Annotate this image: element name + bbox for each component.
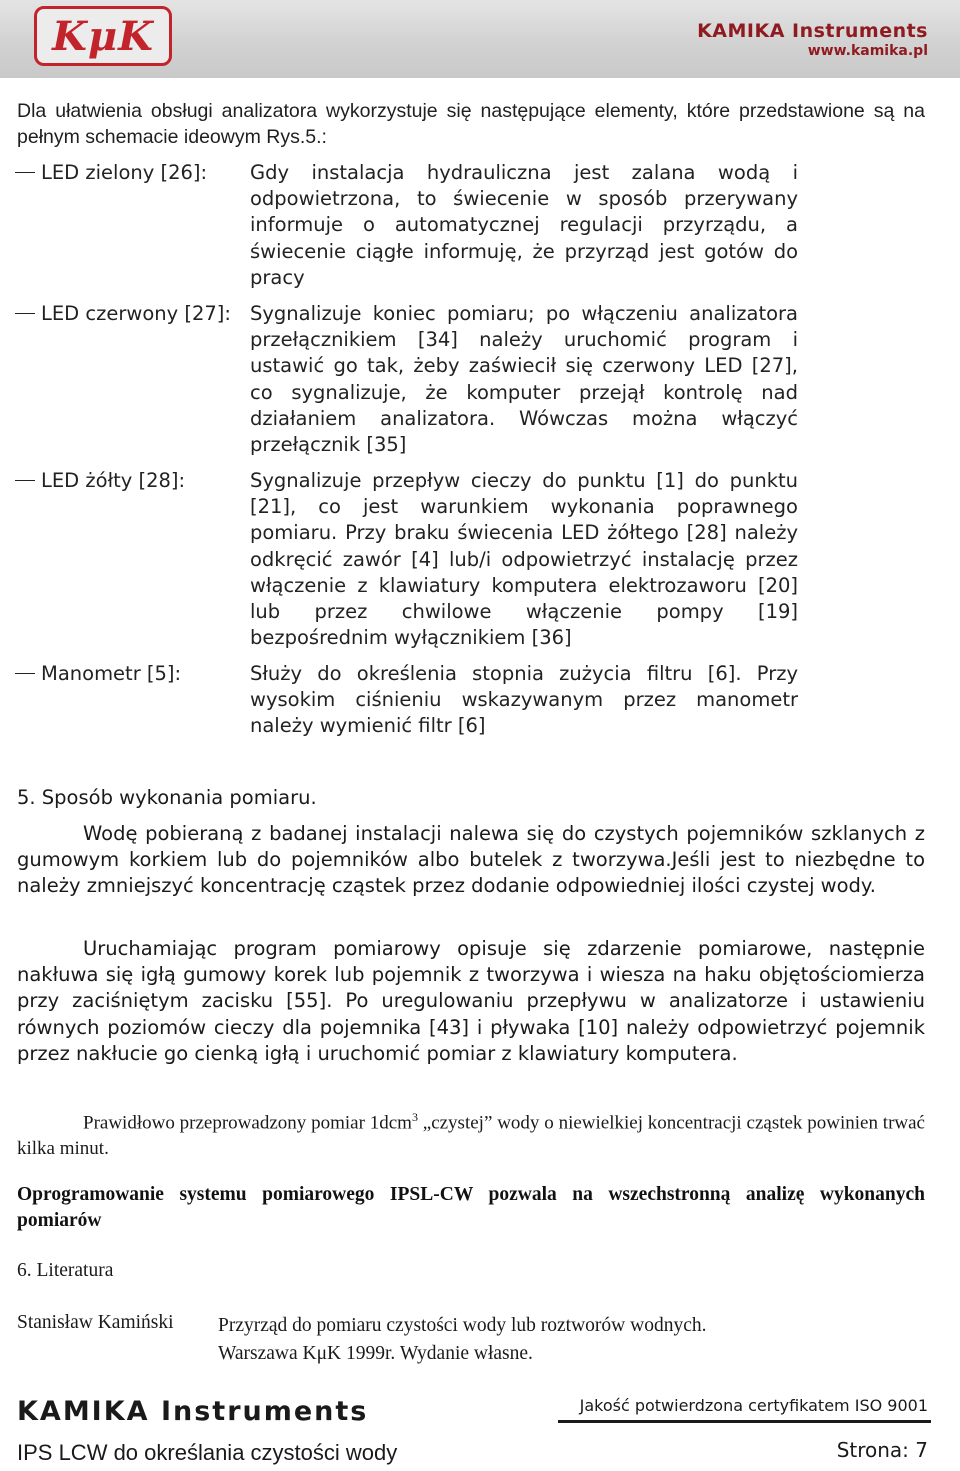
footer-brand: KAMIKA Instruments bbox=[17, 1396, 369, 1427]
definition-term-label: LED żółty [28]: bbox=[41, 469, 186, 492]
paragraph-text: „czystej” wody o niewielkiej koncentracji cząstek powinien trwać kilka minut. bbox=[17, 1112, 925, 1160]
definition-term-label: LED zielony [26]: bbox=[41, 161, 208, 184]
dash-marker bbox=[15, 480, 35, 482]
definition-text: Służy do określenia stopnia zużycia filtru [6]. Przy wysokim ciśnieniu wskazywanym przez manometr należy wymienić filtr [6] bbox=[250, 662, 798, 738]
definition-term-label: LED czerwony [27]: bbox=[41, 302, 231, 325]
definition-term bbox=[15, 301, 231, 327]
intro-paragraph: Dla ułatwienia obsługi analizatora wykorzystuje się następujące elementy, które przedstawione są na pełnym schemacie ideowym Rys.5.: bbox=[17, 100, 925, 148]
superscript: 3 bbox=[411, 1110, 418, 1124]
reference-line-2: Warszawa KμK 1999r. Wydanie własne. bbox=[218, 1343, 533, 1364]
section-5-heading: 5. Sposób wykonania pomiaru. bbox=[17, 786, 317, 809]
section-5-paragraph-1: Wodę pobieraną z badanej instalacji nalewa się do czystych pojemników szklanych z gumowym korkiem lub do pojemników albo butelek z tworzywa.Jeśli jest to niezbędne to należy zmniejszyć koncentrację cząstek przez dodanie odpowiedniej ilości czystej wody. bbox=[17, 822, 925, 898]
footer-document-title: IPS LCW do określania czystości wody bbox=[17, 1440, 398, 1465]
definition-term bbox=[15, 160, 207, 186]
definition-text: Sygnalizuje koniec pomiaru; po włączeniu analizatora przełącznikiem [34] należy uruchomić program i ustawić go tak, żeby zaświecił się czerwony LED [27], co sygnalizuje, że komputer przejął kontrolę nad działaniem analizatora. Wówczas można włączyć przełącznik [35] bbox=[250, 302, 798, 457]
dash-marker bbox=[15, 313, 35, 315]
section-5-bold-note: Oprogramowanie systemu pomiarowego IPSL-CW pozwala na wszechstronną analizę wykonanych pomiarów bbox=[17, 1184, 925, 1231]
reference-author: Stanisław Kamiński bbox=[17, 1312, 174, 1333]
dash-marker bbox=[15, 172, 35, 174]
header-brand-name: KAMIKA Instruments bbox=[697, 20, 928, 42]
footer-divider bbox=[558, 1420, 931, 1423]
literature-heading: 6. Literatura bbox=[17, 1260, 114, 1281]
dash-marker bbox=[15, 673, 35, 675]
page-header bbox=[0, 0, 960, 78]
definition-text: Sygnalizuje przepływ cieczy do punktu [1] do punktu [21], co jest warunkiem wykonania poprawnego pomiaru. Przy braku świecenia LED żółtego [28] należy odkręcić zawór [4] lub/i odpowietrzyć instalację przez włączenie z klawiatury komputera elektrozaworu [20] lub przez chwilowe włączenie pompy [19] bezpośrednim wyłącznikiem [36] bbox=[250, 469, 798, 650]
reference-text bbox=[218, 1312, 918, 1368]
definition-term bbox=[15, 661, 181, 687]
footer-certification: Jakość potwierdzona certyfikatem ISO 9001 bbox=[579, 1396, 928, 1415]
paragraph-text: Prawidłowo przeprowadzony pomiar 1dcm bbox=[83, 1112, 412, 1134]
definition-term bbox=[15, 468, 185, 494]
section-5-paragraph-3 bbox=[17, 1104, 925, 1162]
footer-page-number: Strona: 7 bbox=[836, 1438, 928, 1462]
definition-term-label: Manometr [5]: bbox=[41, 662, 182, 685]
section-5-paragraph-2: Uruchamiając program pomiarowy opisuje się zdarzenie pomiarowe, następnie nakłuwa się igłą gumowy korek lub pojemnik z tworzywa i wiesza na haku objętościomierza przy zaciśniętym zacisku [55]. Po uregulowaniu przepływu w analizatorze i ustawieniu równych poziomów cieczy dla pojemnika [43] i pływaka [10] należy odpowietrzyć pojemnik przez nakłucie go cienką igłą i uruchomić pomiar z klawiatury komputera. bbox=[17, 937, 925, 1065]
definition-text: Gdy instalacja hydrauliczna jest zalana wodą i odpowietrzona, to świecenie w sposób przerywany informuje o automatycznej regulacji przyrządu, a świecenie ciągłe informuję, że przyrząd jest gotów do pracy bbox=[250, 161, 798, 289]
header-brand-url: www.kamika.pl bbox=[807, 43, 928, 59]
header-brand bbox=[697, 20, 928, 59]
kuk-logo: KμK bbox=[34, 6, 172, 66]
reference-line-1: Przyrząd do pomiaru czystości wody lub roztworów wodnych. bbox=[218, 1315, 707, 1336]
